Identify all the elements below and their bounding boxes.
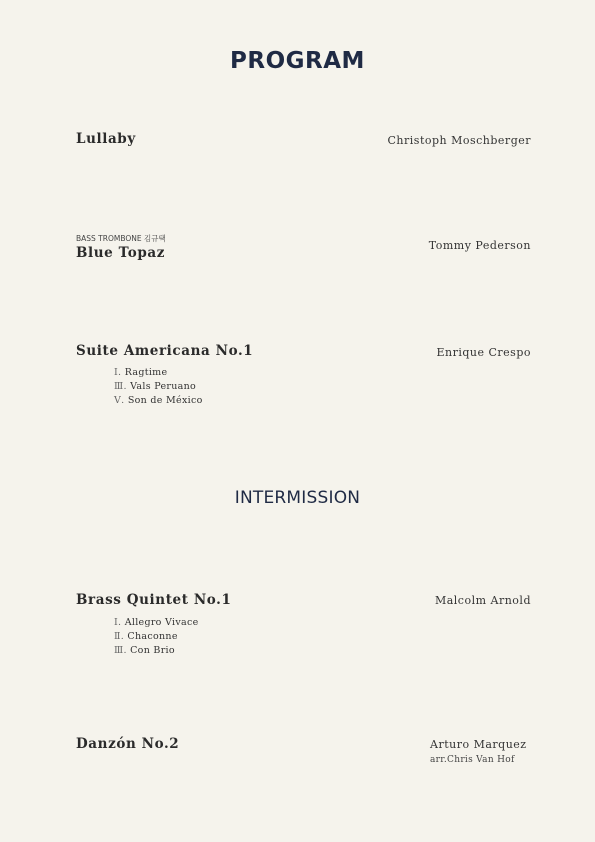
piece-title-blue-topaz: Blue Topaz <box>76 245 165 261</box>
movement-name: Son de México <box>127 395 203 406</box>
movement-number: Ⅱ. <box>114 631 125 642</box>
piece-title-danzon: Danzón No.2 <box>76 736 180 752</box>
movement-name: Ragtime <box>124 367 168 378</box>
movement-item <box>114 616 199 630</box>
composer-lullaby: Christoph Moschberger <box>387 134 531 147</box>
movement-name: Vals Peruano <box>130 381 197 392</box>
movement-number: Ⅲ. <box>114 645 127 656</box>
movement-item <box>114 380 203 394</box>
movement-list-brass-quintet <box>114 616 199 658</box>
piece-title-suite-americana: Suite Americana No.1 <box>76 343 254 359</box>
movement-item <box>114 644 199 658</box>
piece-title-brass-quintet: Brass Quintet No.1 <box>76 592 232 608</box>
arranger-danzon: arr.Chris Van Hof <box>430 755 515 765</box>
movement-list-suite-americana <box>114 366 203 408</box>
movement-item <box>114 630 199 644</box>
movement-name: Allegro Vivace <box>124 617 199 628</box>
composer-blue-topaz: Tommy Pederson <box>428 239 531 252</box>
composer-suite-americana: Enrique Crespo <box>436 346 531 359</box>
composer-brass-quintet: Malcolm Arnold <box>434 594 531 607</box>
movement-number: Ⅰ. <box>114 367 122 378</box>
soloist-label: BASS TROMBONE 김규택 <box>76 234 166 243</box>
intermission-heading: INTERMISSION <box>234 488 361 508</box>
page-title: PROGRAM <box>230 48 365 74</box>
movement-item <box>114 366 203 380</box>
movement-item <box>114 394 203 408</box>
movement-number: Ⅴ. <box>114 395 125 406</box>
movement-number: Ⅰ. <box>114 617 122 628</box>
movement-number: Ⅲ. <box>114 381 127 392</box>
piece-title-lullaby: Lullaby <box>76 131 136 147</box>
movement-name: Con Brio <box>130 645 175 656</box>
composer-danzon: Arturo Marquez <box>430 738 527 751</box>
movement-name: Chaconne <box>127 631 178 642</box>
